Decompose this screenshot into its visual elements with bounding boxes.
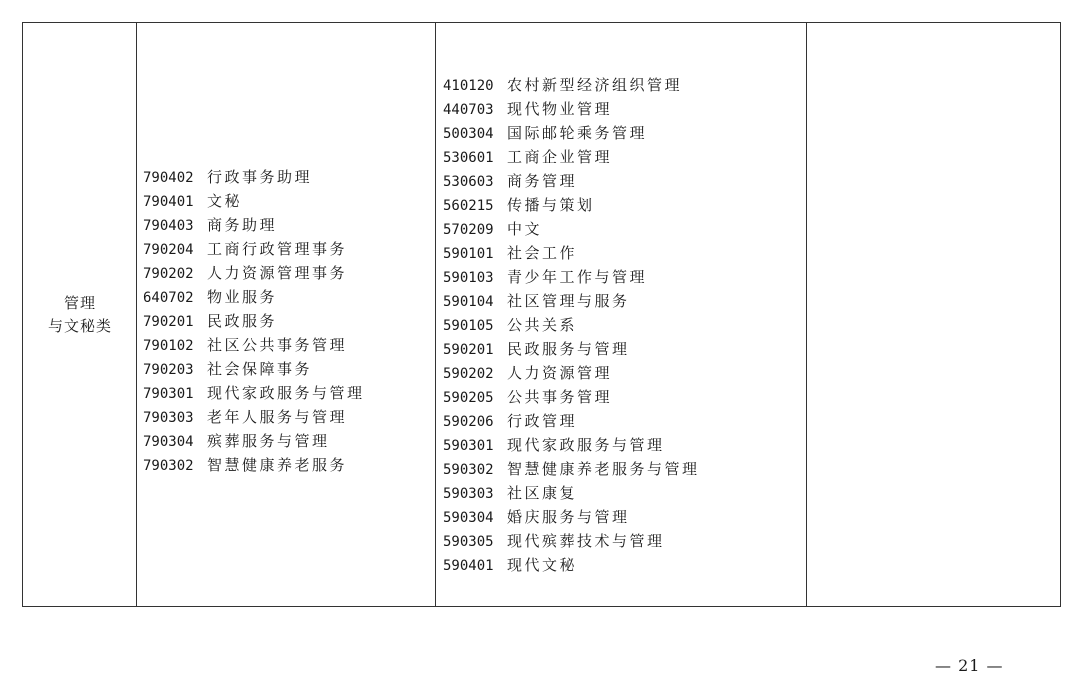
major-name: 商务管理 [507,172,578,190]
page-number: — 21 — [935,656,1004,675]
major-item [443,122,700,146]
major-item [143,262,365,286]
major-item [443,362,700,386]
major-code: 410120 [443,78,494,94]
major-code: 530601 [443,150,494,166]
major-code: 590103 [443,270,494,286]
major-name: 社区康复 [507,484,578,502]
major-name: 现代物业管理 [507,100,613,118]
major-code: 590304 [443,510,494,526]
major-name: 行政管理 [507,412,578,430]
major-code: 790401 [143,194,194,210]
major-name: 人力资源管理事务 [207,264,348,282]
major-item [443,506,700,530]
major-code: 530603 [443,174,494,190]
major-name: 殡葬服务与管理 [207,432,330,450]
major-name: 现代殡葬技术与管理 [507,532,665,550]
major-item [143,454,365,478]
secondary-majors-list [143,166,365,478]
column-divider [806,23,807,606]
major-code: 590401 [443,558,494,574]
major-code: 590301 [443,438,494,454]
major-name: 婚庆服务与管理 [507,508,630,526]
major-code: 790102 [143,338,194,354]
major-code: 590201 [443,342,494,358]
major-code: 560215 [443,198,494,214]
major-code: 790202 [143,266,194,282]
major-item [143,430,365,454]
major-item [443,218,700,242]
major-item [443,482,700,506]
major-name: 青少年工作与管理 [507,268,648,286]
major-item [143,382,365,406]
major-name: 工商行政管理事务 [207,240,348,258]
major-code: 590305 [443,534,494,550]
major-item [143,310,365,334]
major-name: 传播与策划 [507,196,595,214]
major-name: 农村新型经济组织管理 [507,76,683,94]
major-name: 公共关系 [507,316,578,334]
major-item [443,434,700,458]
major-item [443,98,700,122]
major-code: 790402 [143,170,194,186]
major-name: 智慧健康养老服务与管理 [507,460,700,478]
major-item [443,266,700,290]
major-item [443,146,700,170]
major-name: 现代家政服务与管理 [207,384,365,402]
major-item [443,290,700,314]
major-name: 商务助理 [207,216,278,234]
major-code: 440703 [443,102,494,118]
major-name: 文秘 [207,192,243,210]
major-item [443,554,700,578]
major-name: 国际邮轮乘务管理 [507,124,648,142]
major-code: 570209 [443,222,494,238]
major-code: 590205 [443,390,494,406]
major-code: 590202 [443,366,494,382]
major-item [443,386,700,410]
major-item [143,214,365,238]
major-name: 人力资源管理 [507,364,613,382]
major-name: 民政服务 [207,312,278,330]
category-label-line1: 管理 [63,293,96,312]
major-code: 790201 [143,314,194,330]
major-item [443,170,700,194]
major-code: 590302 [443,462,494,478]
major-table [22,22,1061,607]
major-item [143,286,365,310]
major-name: 社区公共事务管理 [207,336,348,354]
major-item [443,194,700,218]
major-code: 790301 [143,386,194,402]
major-item [443,458,700,482]
major-item [443,74,700,98]
major-name: 现代文秘 [507,556,578,574]
major-code: 590303 [443,486,494,502]
higher-vocational-majors-list [443,74,700,578]
major-item [443,314,700,338]
major-item [143,358,365,382]
major-code: 790302 [143,458,194,474]
major-name: 现代家政服务与管理 [507,436,665,454]
major-name: 老年人服务与管理 [207,408,348,426]
major-item [443,242,700,266]
major-name: 中文 [507,220,543,238]
major-name: 公共事务管理 [507,388,613,406]
major-item [143,406,365,430]
major-item [143,238,365,262]
major-item [143,190,365,214]
column-divider [435,23,436,606]
major-name: 行政事务助理 [207,168,313,186]
major-name: 民政服务与管理 [507,340,630,358]
major-item [143,166,365,190]
major-item [143,334,365,358]
major-name: 物业服务 [207,288,278,306]
major-item [443,410,700,434]
major-name: 社会保障事务 [207,360,313,378]
major-code: 590104 [443,294,494,310]
major-name: 社区管理与服务 [507,292,630,310]
major-name: 社会工作 [507,244,578,262]
category-cell [23,23,137,606]
major-code: 590206 [443,414,494,430]
major-code: 500304 [443,126,494,142]
major-item [443,530,700,554]
category-label-line2: 与文秘类 [47,316,112,335]
major-name: 智慧健康养老服务 [207,456,348,474]
major-code: 590105 [443,318,494,334]
major-item [443,338,700,362]
major-code: 790403 [143,218,194,234]
major-code: 790204 [143,242,194,258]
major-name: 工商企业管理 [507,148,613,166]
major-code: 790203 [143,362,194,378]
major-code: 790303 [143,410,194,426]
major-code: 640702 [143,290,194,306]
major-code: 590101 [443,246,494,262]
major-code: 790304 [143,434,194,450]
